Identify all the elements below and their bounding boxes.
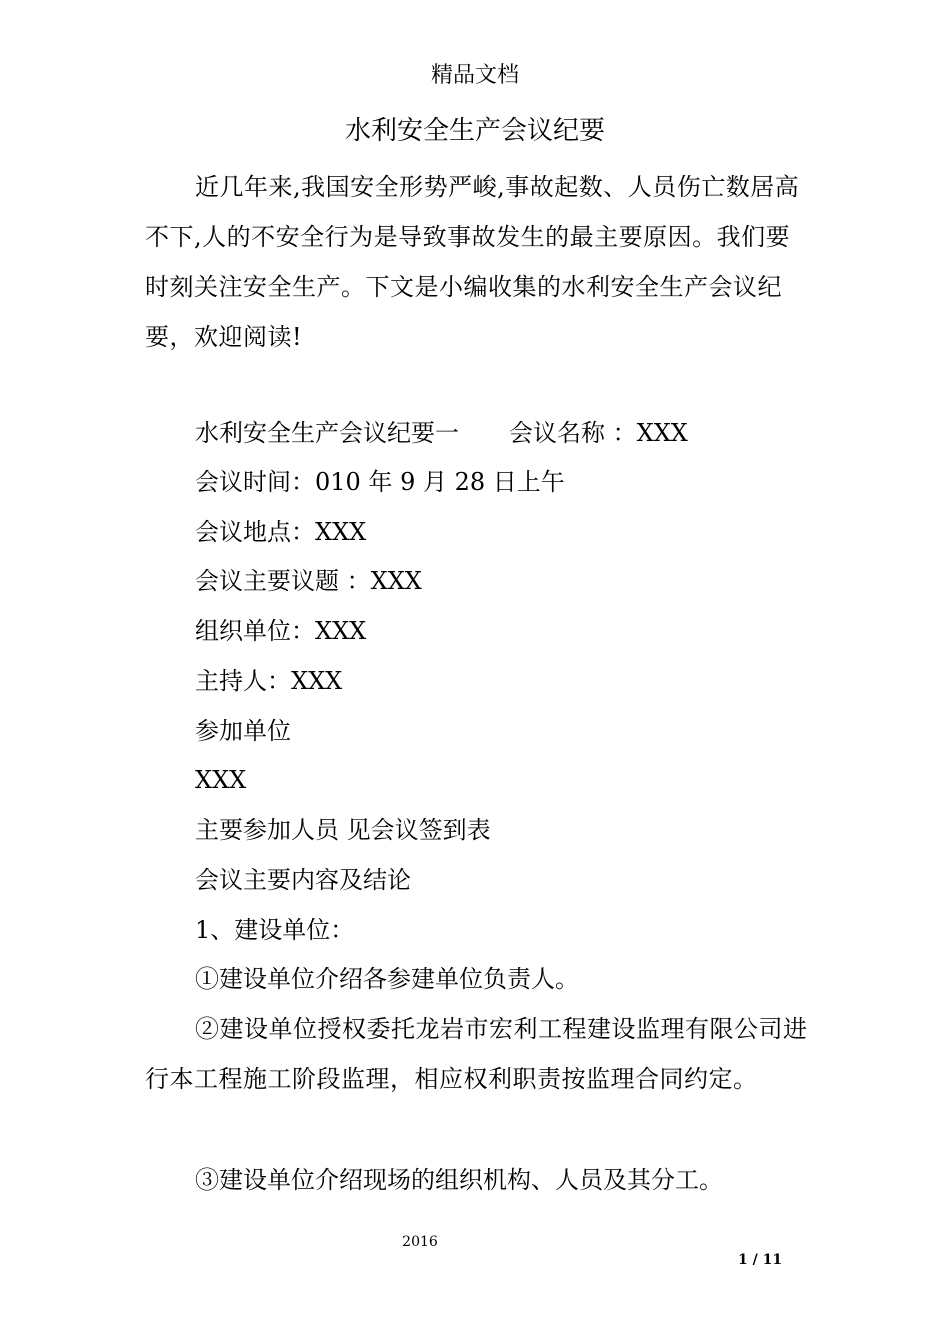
sub-item-3: ③建设单位介绍现场的组织机构、人员及其分工。 (195, 1166, 723, 1194)
content-heading: 会议主要内容及结论 (195, 866, 411, 894)
meeting-host: 主持人：XXX (195, 667, 343, 695)
meeting-topic: 会议主要议题 ：XXX (195, 567, 422, 595)
intro-paragraph: 近几年来,我国安全形势严峻,事故起数、人员伤亡数居高不下,人的不安全行为是导致事故发生的最主要原因。我们要时刻关注安全生产。下文是小编收集的水利安全生产会议纪要，欢迎阅读! (145, 173, 800, 351)
sub-item-2: ②建设单位授权委托龙岩市宏利工程建设监理有限公司进行本工程施工阶段监理，相应权利职责按监理合同约定。 (145, 1015, 808, 1093)
meeting-place: 会议地点：XXX (195, 518, 367, 546)
section-heading-line (195, 413, 688, 453)
participants-value: XXX (195, 766, 247, 794)
participants-label: 参加单位 (195, 717, 291, 745)
item-1: 1、建设单位： (195, 916, 355, 944)
page-number: 1 / 11 (738, 1252, 783, 1268)
footer-year: 2016 (402, 1234, 438, 1250)
document-title: 水利安全生产会议纪要 (344, 116, 605, 146)
meeting-organizer: 组织单位：XXX (195, 617, 367, 645)
meeting-name: 会议名称 ：XXX (509, 419, 688, 447)
section-heading: 水利安全生产会议纪要一 (195, 419, 459, 447)
sub-item-1: ①建设单位介绍各参建单位负责人。 (195, 965, 579, 993)
attendees-line: 主要参加人员 见会议签到表 (195, 816, 491, 844)
page-header: 精品文档 (430, 63, 519, 88)
meeting-time: 会议时间：010 年 9 月 28 日上午 (195, 468, 565, 496)
